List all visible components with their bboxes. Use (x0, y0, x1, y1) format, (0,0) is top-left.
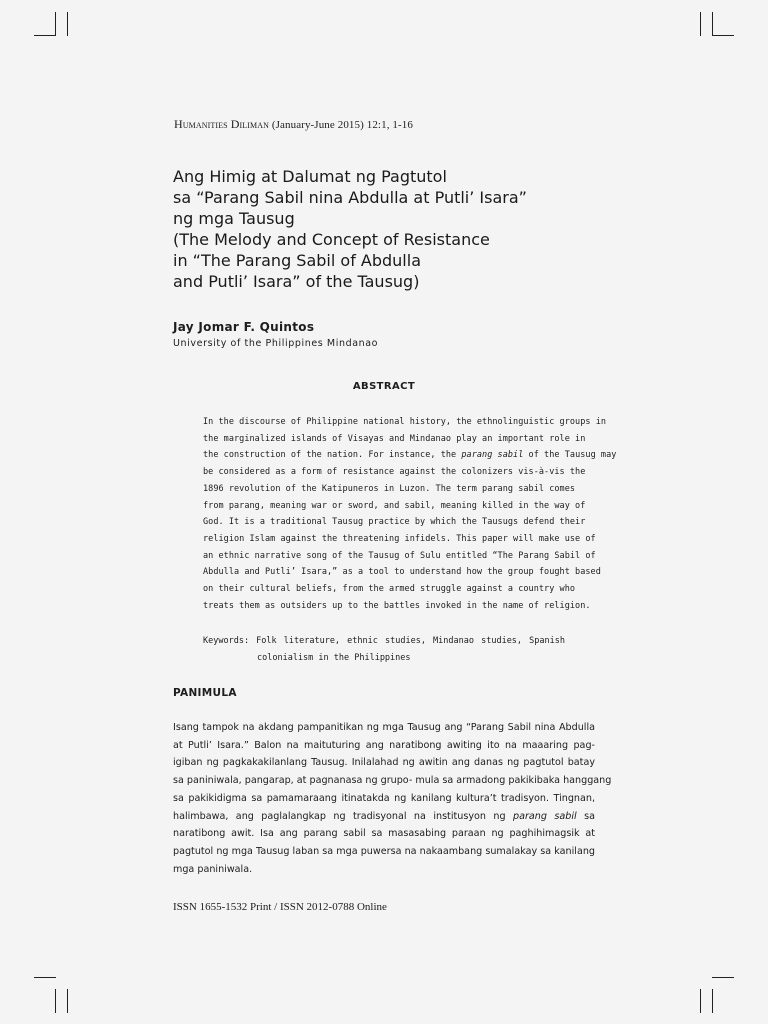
journal-citation (174, 117, 413, 132)
title-line: in “The Parang Sabil of Abdulla (173, 251, 421, 270)
author-name: Jay Jomar F. Quintos (173, 320, 315, 334)
abstract-line: on their cultural beliefs, from the armed struggle against a country who (203, 584, 576, 595)
body-line: naratibong awit. Isa ang parang sabil sa masasabing paraan ng paghihimagsik at (173, 828, 595, 840)
abstract-line: from parang, meaning war or sword, and sabil, meaning killed in the way of (203, 500, 586, 511)
abstract-heading: ABSTRACT (352, 381, 416, 392)
body-italic-term: parang sabil (513, 810, 577, 822)
abstract-line: Abdulla and Putli’ Isara,” as a tool to understand how the group fought based (203, 567, 601, 578)
body-line: pagtutol ng mga Tausug laban sa mga puwersa na nakaambang sumalakay sa kanilang (173, 845, 595, 857)
article-title (173, 166, 593, 292)
abstract-line: God. It is a traditional Tausug practice by which the Tausugs defend their (203, 517, 586, 528)
title-line: Ang Himig at Dalumat ng Pagtutol (173, 167, 447, 186)
abstract-line: 1896 revolution of the Katipuneros in Luzon. The term parang sabil comes (203, 483, 576, 494)
keywords-line: Keywords: Folk literature, ethnic studies, Mindanao studies, Spanish (203, 636, 565, 646)
abstract-body (203, 414, 617, 614)
issn-footer: ISSN 1655-1532 Print / ISSN 2012-0788 Online (173, 901, 387, 913)
body-line: halimbawa, ang paglalangkap ng tradisyonal na institusyon ng parang sabil sa (173, 810, 596, 822)
body-line: sa paniniwala, pangarap, at pagnanasa ng grupo- mula sa armadong pakikibaka hanggang (173, 775, 612, 787)
author-affiliation: University of the Philippines Mindanao (173, 338, 379, 349)
body-line: at Putli’ Isara.” Balon na maituturing ang naratibong awiting ito na maaaring pag- (173, 739, 595, 751)
abstract-line: an ethnic narrative song of the Tausug of Sulu entitled “The Parang Sabil of (203, 550, 596, 561)
abstract-line: treats them as outsiders up to the battles invoked in the name of religion. (203, 600, 591, 611)
body-line: sa pakikidigma sa pamamaraang itinatakda ng kanilang kultura’t tradisyon. Tingnan, (173, 792, 595, 804)
abstract-line: the marginalized islands of Visayas and Mindanao play an important role in (203, 433, 586, 444)
title-line: (The Melody and Concept of Resistance (173, 230, 490, 249)
title-line: sa “Parang Sabil nina Abdulla at Putli’ Isara” (173, 188, 527, 207)
title-line: and Putli’ Isara” of the Tausug) (173, 272, 420, 291)
title-line: ng mga Tausug (173, 209, 295, 228)
body-line: igiban ng pagkakakilanlang Tausug. Inilalahad ng awitin ang danas ng pagtutol batay (173, 757, 595, 769)
abstract-line: religion Islam against the threatening infidels. This paper will make use of (203, 533, 596, 544)
keywords (203, 633, 565, 667)
abstract-text: the construction of the nation. For instance, the (203, 450, 462, 461)
abstract-line: be considered as a form of resistance against the colonizers vis-à-vis the (203, 467, 586, 478)
body-line: mga paniniwala. (173, 863, 253, 875)
abstract-line: In the discourse of Philippine national history, the ethnolinguistic groups in (203, 417, 607, 427)
abstract-line (203, 447, 617, 464)
body-line: Isang tampok na akdang pampanitikan ng mga Tausug ang “Parang Sabil nina Abdulla (173, 722, 595, 733)
abstract-text: of the Tausug may (523, 450, 617, 461)
section-body (173, 719, 612, 878)
abstract-italic-term: parang sabil (461, 450, 524, 461)
keywords-line: colonialism in the Philippines (257, 653, 411, 663)
journal-name: Humanities Diliman (174, 117, 270, 131)
section-heading: PANIMULA (173, 687, 237, 699)
journal-issue: (January-June 2015) 12:1, 1-16 (271, 119, 413, 131)
